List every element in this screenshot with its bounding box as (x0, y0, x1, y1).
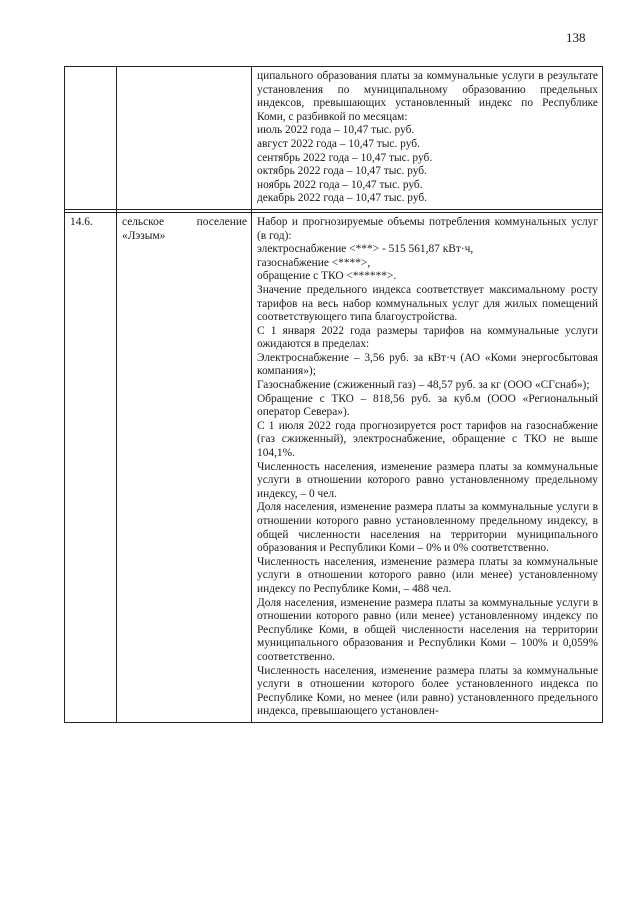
paragraph: Обращение с ТКО – 818,56 руб. за куб.м (ООО «Региональный оператор Севера»). (257, 392, 598, 419)
table-row-continuation (65, 67, 603, 210)
municipality-cell (117, 67, 252, 210)
paragraph: обращение с ТКО <******>. (257, 270, 397, 283)
paragraph: Газоснабжение (сжиженный газ) – 48,57 руб. за кг (ООО «СГснаб»); (257, 379, 590, 392)
paragraph: Численность населения, изменение размера платы за коммунальные услуги в отношении которого более установленного индекса по Республике Коми, но менее (или равно) установленного предельного индекса, превышающего установлен- (257, 664, 598, 718)
municipality-cell: сельское поселение «Лэзым» (117, 212, 252, 722)
paragraph: август 2022 года – 10,47 тыс. руб. (257, 137, 420, 150)
paragraph: декабрь 2022 года – 10,47 тыс. руб. (257, 192, 428, 205)
paragraph: Доля населения, изменение размера платы за коммунальные услуги в отношении которого равно (или менее) установленному индексу по Республике Коми, в общей численности населения на территории муниципального образования и Республики Коми – 100% и 0,059% соответственно. (257, 596, 598, 663)
paragraph: июль 2022 года – 10,47 тыс. руб. (257, 124, 415, 137)
paragraph: ципального образования платы за коммунальные услуги в результате установления по муниципальному образованию предельных индексов, превышающих установленный индекс по Республике Коми, с разбивкой по месяцам: (257, 70, 598, 123)
paragraph: октябрь 2022 года – 10,47 тыс. руб. (257, 165, 427, 178)
paragraph: сентябрь 2022 года – 10,47 тыс. руб. (257, 151, 433, 164)
paragraph: ноябрь 2022 года – 10,47 тыс. руб. (257, 178, 423, 191)
paragraph: Электроснабжение – 3,56 руб. за кВт·ч (АО «Коми энергосбытовая компания»); (257, 351, 598, 378)
paragraph: С 1 января 2022 года размеры тарифов на коммунальные услуги ожидаются в пределах: (257, 324, 598, 351)
description-cell (252, 212, 603, 722)
tariff-table (64, 66, 603, 723)
row-number-cell: 14.6. (65, 212, 117, 722)
description-cell (252, 67, 603, 210)
paragraph: Набор и прогнозируемые объемы потребления коммунальных услуг (в год): (257, 215, 598, 242)
paragraph: электроснабжение <***> - 515 561,87 кВт·ч, (257, 243, 474, 256)
page-number: 138 (566, 30, 586, 45)
table-row-14-6 (65, 212, 603, 722)
row-number-cell (65, 67, 117, 210)
paragraph: Численность населения, изменение размера платы за коммунальные услуги в отношении которого равно (или менее) установленному индексу по Республике Коми, – 488 чел. (257, 555, 598, 595)
paragraph: Значение предельного индекса соответствует максимальному росту тарифов на весь набор коммунальных услуг для жилых помещений соответствующего типа благоустройства. (257, 283, 598, 324)
paragraph: Численность населения, изменение размера платы за коммунальные услуги в отношении которого равно установленному предельному индексу, – 0 чел. (257, 460, 598, 500)
paragraph: Доля населения, изменение размера платы за коммунальные услуги в отношении которого равно установленному предельному индексу, в общей численности населения на территории муниципального образования и Республики Коми – 0% и 0% соответственно. (257, 501, 598, 555)
paragraph: С 1 июля 2022 года прогнозируется рост тарифов на газоснабжение (газ сжиженный), электроснабжение, обращение с ТКО не выше 104,1%. (257, 419, 598, 460)
paragraph: газоснабжение <****>, (257, 256, 371, 269)
